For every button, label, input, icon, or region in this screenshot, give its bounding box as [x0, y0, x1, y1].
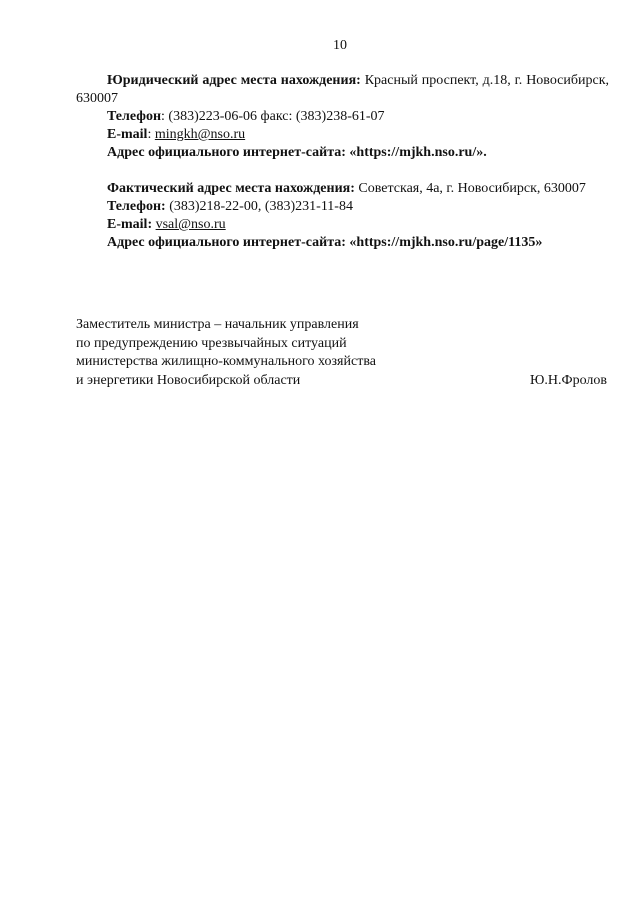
legal-phone-value: : (383)223-06-06 факс: (383)238-61-07	[161, 109, 385, 124]
actual-email-line	[76, 216, 609, 234]
legal-phone-line	[76, 108, 609, 126]
legal-address-label: Юридический адрес места нахождения:	[107, 73, 361, 88]
legal-address-paragraph	[76, 72, 609, 108]
actual-address-block	[76, 180, 609, 252]
signature-title-line-3: министерства жилищно-коммунального хозяйства	[76, 354, 376, 369]
actual-site-text: Адрес официального интернет-сайта: «https://mjkh.nso.ru/page/1135»	[107, 235, 543, 250]
actual-email-link[interactable]: vsal@nso.ru	[155, 217, 226, 232]
signature-title-line-4: и энергетики Новосибирской области	[76, 372, 301, 388]
actual-address-paragraph	[76, 180, 609, 198]
signature-block	[76, 316, 609, 390]
legal-email-separator: :	[147, 127, 155, 142]
legal-email-line	[76, 126, 609, 144]
signature-title-line-1: Заместитель министра – начальник управления	[76, 317, 359, 332]
legal-site-text: Адрес официального интернет-сайта: «https://mjkh.nso.ru/».	[107, 145, 487, 160]
legal-phone-label: Телефон	[107, 109, 162, 124]
actual-phone-label: Телефон:	[107, 199, 166, 214]
page-number: 10	[333, 38, 347, 53]
signature-title-line-2: по предупреждению чрезвычайных ситуаций	[76, 335, 347, 351]
legal-address-value: Красный проспект, д.18, г. Новосибирск, 630007	[76, 73, 610, 106]
legal-site-line	[76, 144, 609, 162]
signatory-name: Ю.Н.Фролов	[530, 372, 607, 388]
legal-address-block	[76, 72, 609, 162]
legal-email-label: E-mail	[107, 127, 148, 142]
legal-email-link[interactable]: mingkh@nso.ru	[154, 127, 246, 142]
actual-email-label: E-mail:	[107, 217, 153, 232]
actual-phone-line	[76, 198, 609, 216]
actual-phone-value: (383)218-22-00, (383)231-11-84	[165, 199, 353, 214]
actual-site-line	[76, 234, 609, 252]
actual-address-value: Советская, 4а, г. Новосибирск, 630007	[354, 181, 586, 196]
actual-address-label: Фактический адрес места нахождения:	[107, 181, 355, 196]
